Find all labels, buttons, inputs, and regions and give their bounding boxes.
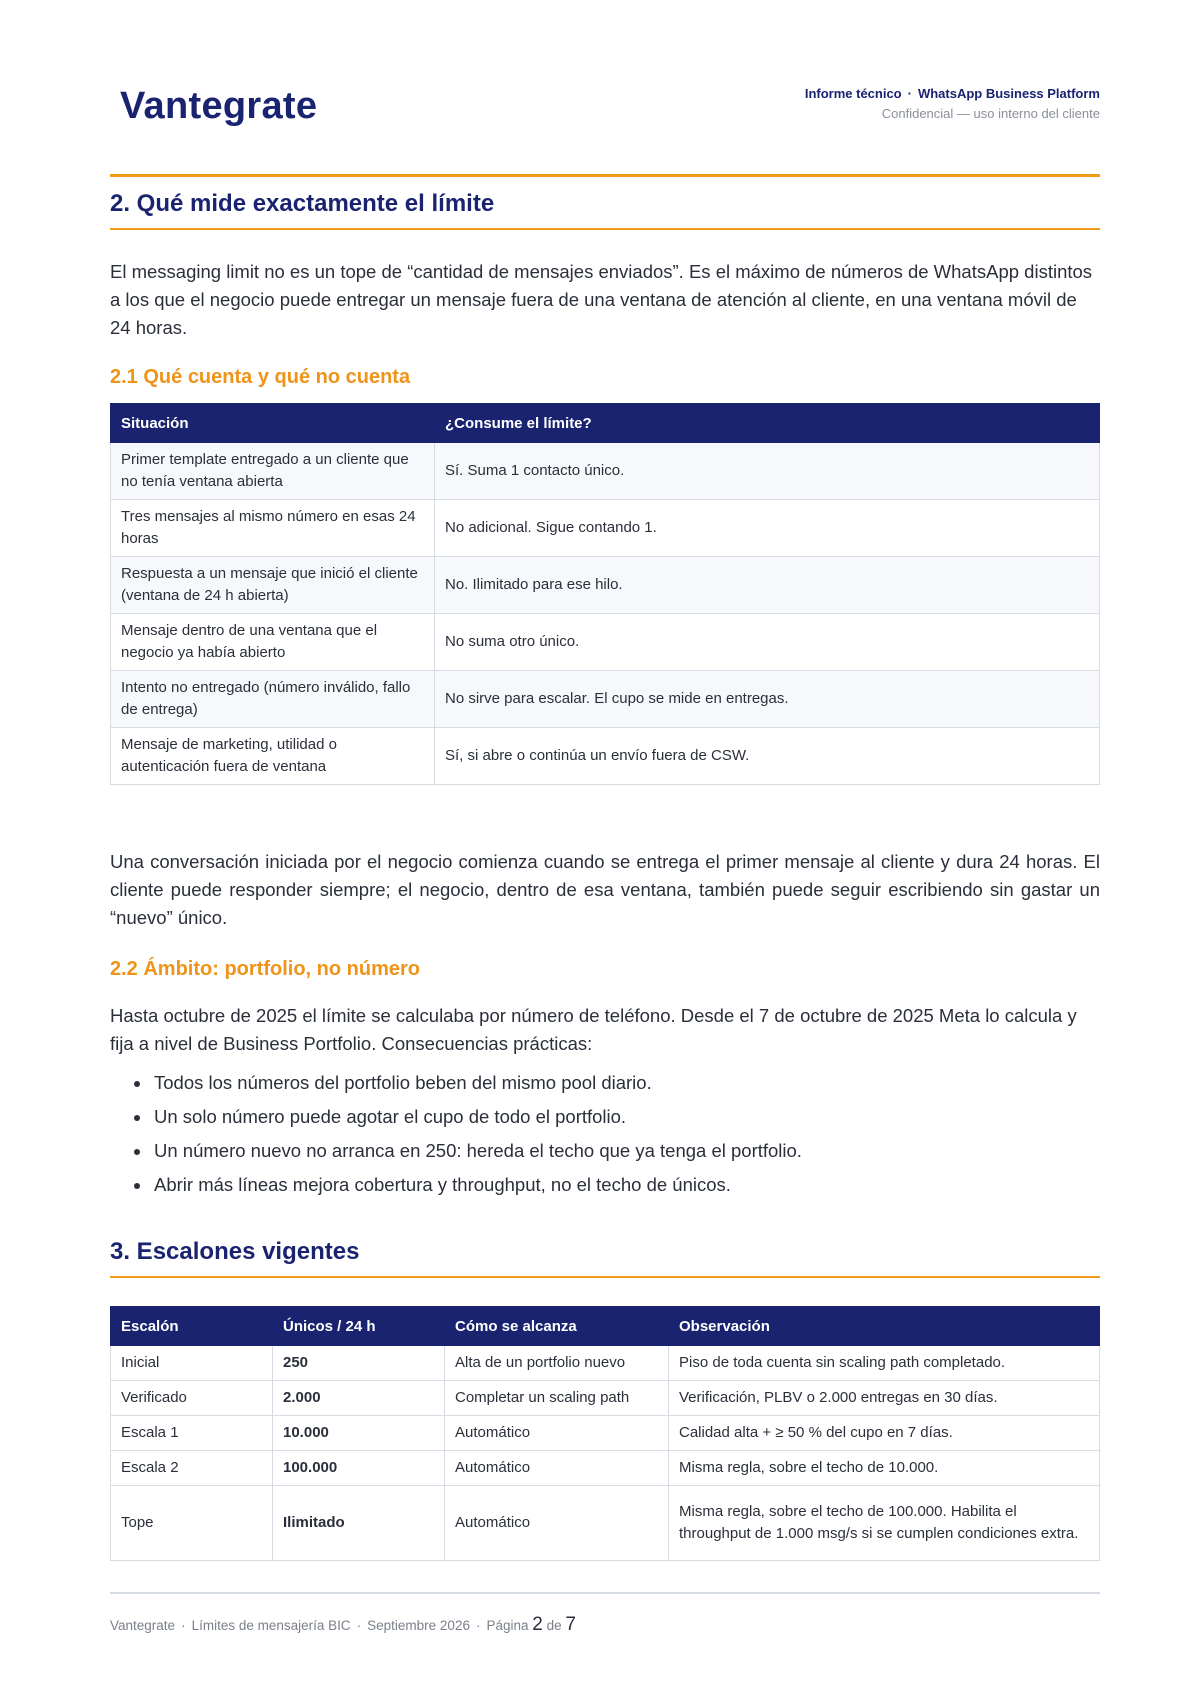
consumes-limit-cell: No suma otro único. (435, 614, 1100, 671)
page-label: Página (486, 1618, 529, 1633)
consumes-limit-cell: No. Ilimitado para ese hilo. (435, 557, 1100, 614)
section-2-underline (110, 228, 1100, 230)
section-2-heading-block (110, 190, 1100, 230)
how-reached-cell: Automático (445, 1486, 669, 1561)
logo-text: Vantegrate (120, 84, 318, 127)
observation-cell: Verificación, PLBV o 2.000 entregas en 30 días. (669, 1381, 1100, 1416)
column-header: Cómo se alcanza (445, 1307, 669, 1346)
table-row (111, 614, 1100, 671)
page-of: de (546, 1618, 562, 1633)
column-header: Únicos / 24 h (273, 1307, 445, 1346)
situation-cell: Primer template entregado a un cliente que no tenía ventana abierta (111, 443, 435, 500)
table-row (111, 1451, 1100, 1486)
table-row (111, 557, 1100, 614)
tier-name-cell: Escala 1 (111, 1416, 273, 1451)
column-header: Escalón (111, 1307, 273, 1346)
column-header: Observación (669, 1307, 1100, 1346)
observation-cell: Misma regla, sobre el techo de 100.000. Habilita el throughput de 1.000 msg/s si se cumplen condiciones extra. (669, 1486, 1100, 1561)
uniques-cell: Ilimitado (273, 1486, 445, 1561)
tier-name-cell: Escala 2 (111, 1451, 273, 1486)
list-item: • Todos los números del portfolio beben del mismo pool diario. (152, 1066, 1142, 1100)
table-header-row (111, 404, 1100, 443)
company-logo (120, 78, 317, 134)
observation-cell: Piso de toda cuenta sin scaling path completado. (669, 1346, 1100, 1381)
column-header: Situación (111, 404, 435, 443)
table-row (111, 671, 1100, 728)
table-row (111, 500, 1100, 557)
table-row (111, 443, 1100, 500)
uniques-cell: 100.000 (273, 1451, 445, 1486)
tiers-table (110, 1306, 1100, 1561)
tier-name-cell: Tope (111, 1486, 273, 1561)
table-row (111, 728, 1100, 785)
table-row (111, 1381, 1100, 1416)
how-reached-cell: Alta de un portfolio nuevo (445, 1346, 669, 1381)
consumes-limit-cell: No sirve para escalar. El cupo se mide en entregas. (435, 671, 1100, 728)
consumes-limit-cell: Sí. Suma 1 contacto único. (435, 443, 1100, 500)
page-total: 7 (565, 1614, 576, 1635)
platform-name: WhatsApp Business Platform (917, 86, 1100, 101)
footer-rule (110, 1592, 1100, 1594)
footer-date: Septiembre 2026 (367, 1618, 470, 1633)
table-row (111, 1416, 1100, 1451)
how-reached-cell: Completar un scaling path (445, 1381, 669, 1416)
situation-cell: Tres mensajes al mismo número en esas 24 horas (111, 500, 435, 557)
table-row (111, 1486, 1100, 1561)
subsection-2-2-title: 2.2 Ámbito: portfolio, no número (110, 958, 420, 980)
page-footer: Vantegrate · Límites de mensajería BIC · Septiembre 2026 · Página 2 de 7 (110, 1614, 576, 1635)
list-item: • Abrir más líneas mejora cobertura y throughput, no el techo de únicos. (152, 1168, 1142, 1202)
list-item: • Un número nuevo no arranca en 250: hereda el techo que ya tenga el portfolio. (152, 1134, 1142, 1168)
table-row (111, 1346, 1100, 1381)
section-3-title: 3. Escalones vigentes (110, 1238, 360, 1265)
section-3-heading-block (110, 1238, 1100, 1278)
doc-type: Informe técnico (804, 86, 902, 101)
table-header-row (111, 1307, 1100, 1346)
consumes-limit-cell: No adicional. Sigue contando 1. (435, 500, 1100, 557)
observation-cell: Misma regla, sobre el techo de 10.000. (669, 1451, 1100, 1486)
confidential-note: Confidencial — uso interno del cliente (881, 106, 1100, 121)
document-header: Informe técnico · WhatsApp Business Platform Confidencial — uso interno del cliente (804, 86, 1100, 121)
uniques-cell: 250 (273, 1346, 445, 1381)
situation-cell: Mensaje dentro de una ventana que el negocio ya había abierto (111, 614, 435, 671)
observation-cell: Calidad alta + ≥ 50 % del cupo en 7 días. (669, 1416, 1100, 1451)
header-rule (110, 174, 1100, 177)
situation-cell: Respuesta a un mensaje que inició el cliente (ventana de 24 h abierta) (111, 557, 435, 614)
section-3-underline (110, 1276, 1100, 1278)
consequences-list (110, 1066, 1142, 1202)
situation-cell: Mensaje de marketing, utilidad o autenticación fuera de ventana (111, 728, 435, 785)
how-reached-cell: Automático (445, 1416, 669, 1451)
how-reached-cell: Automático (445, 1451, 669, 1486)
conversation-paragraph: Una conversación iniciada por el negocio comienza cuando se entrega el primer mensaje al cliente y dura 24 horas. El cliente puede responder siempre; el negocio, dentro de esa ventana, también puede seguir escribiendo sin gastar un “nuevo” único. (110, 851, 1100, 928)
uniques-cell: 2.000 (273, 1381, 445, 1416)
tier-name-cell: Inicial (111, 1346, 273, 1381)
page-number: 2 (532, 1614, 543, 1635)
tier-name-cell: Verificado (111, 1381, 273, 1416)
situation-cell: Intento no entregado (número inválido, fallo de entrega) (111, 671, 435, 728)
list-item: • Un solo número puede agotar el cupo de todo el portfolio. (152, 1100, 1142, 1134)
column-header: ¿Consume el límite? (435, 404, 1100, 443)
section-2-intro: El messaging limit no es un tope de “cantidad de mensajes enviados”. Es el máximo de números de WhatsApp distintos a los que el negocio puede entregar un mensaje fuera de una ventana de atención al cliente, en una ventana móvil de 24 horas. (110, 261, 1093, 338)
subsection-2-1-title: 2.1 Qué cuenta y qué no cuenta (110, 366, 411, 388)
footer-company: Vantegrate (110, 1618, 176, 1633)
footer-doc: Límites de mensajería BIC (191, 1618, 351, 1633)
section-2-title: 2. Qué mide exactamente el límite (110, 190, 495, 217)
uniques-cell: 10.000 (273, 1416, 445, 1451)
counts-table (110, 403, 1100, 785)
consumes-limit-cell: Sí, si abre o continúa un envío fuera de CSW. (435, 728, 1100, 785)
scope-paragraph: Hasta octubre de 2025 el límite se calculaba por número de teléfono. Desde el 7 de octubre de 2025 Meta lo calcula y fija a nivel de Business Portfolio. Consecuencias prácticas: (110, 1005, 1077, 1054)
